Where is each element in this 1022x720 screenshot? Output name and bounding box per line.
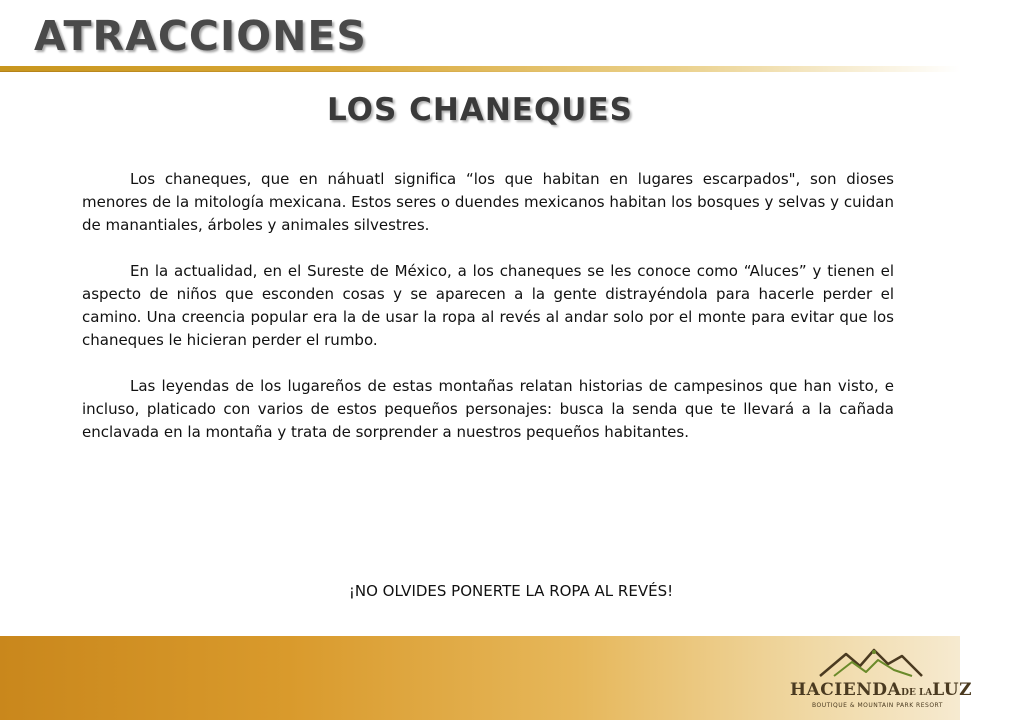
section-title: LOS CHANEQUES [327,92,633,128]
mountains-logo-icon [816,646,926,680]
paragraph: Los chaneques, que en náhuatl significa “los que habitan en lugares escarpados", son dioses menores de la mitología mexicana. Estos seres o duendes mexicanos habitan los bosques y selvas y cuidan de manantiales, árboles y animales silvestres. [82,170,894,234]
logo-name-end: LUZ [932,680,973,700]
body-text [82,168,894,467]
logo-name [790,680,973,700]
closing-note: ¡NO OLVIDES PONERTE LA ROPA AL REVÉS! [348,582,674,600]
logo-name-small: DE LA [901,688,933,698]
paragraph: Las leyendas de los lugareños de estas montañas relatan historias de campesinos que han visto, e incluso, platicado con varios de estos pequeños personajes: busca la senda que te llevará a la cañada enclavada en la montaña y trata de sorprender a nuestros pequeños habitantes. [82,377,894,441]
logo-name-main: HACIENDA [790,680,902,700]
logo-tagline: BOUTIQUE & MOUNTAIN PARK RESORT [812,702,943,709]
header-divider [0,66,960,72]
hacienda-logo [790,646,973,718]
page-title: ATRACCIONES [34,12,367,60]
paragraph: En la actualidad, en el Sureste de México, a los chaneques se les conoce como “Aluces” y tienen el aspecto de niños que esconden cosas y se aparecen a la gente distrayéndola para hacerle perder el camino. Una creencia popular era la de usar la ropa al revés al andar solo por el monte para evitar que los chaneques le hicieran perder el rumbo. [82,262,894,349]
